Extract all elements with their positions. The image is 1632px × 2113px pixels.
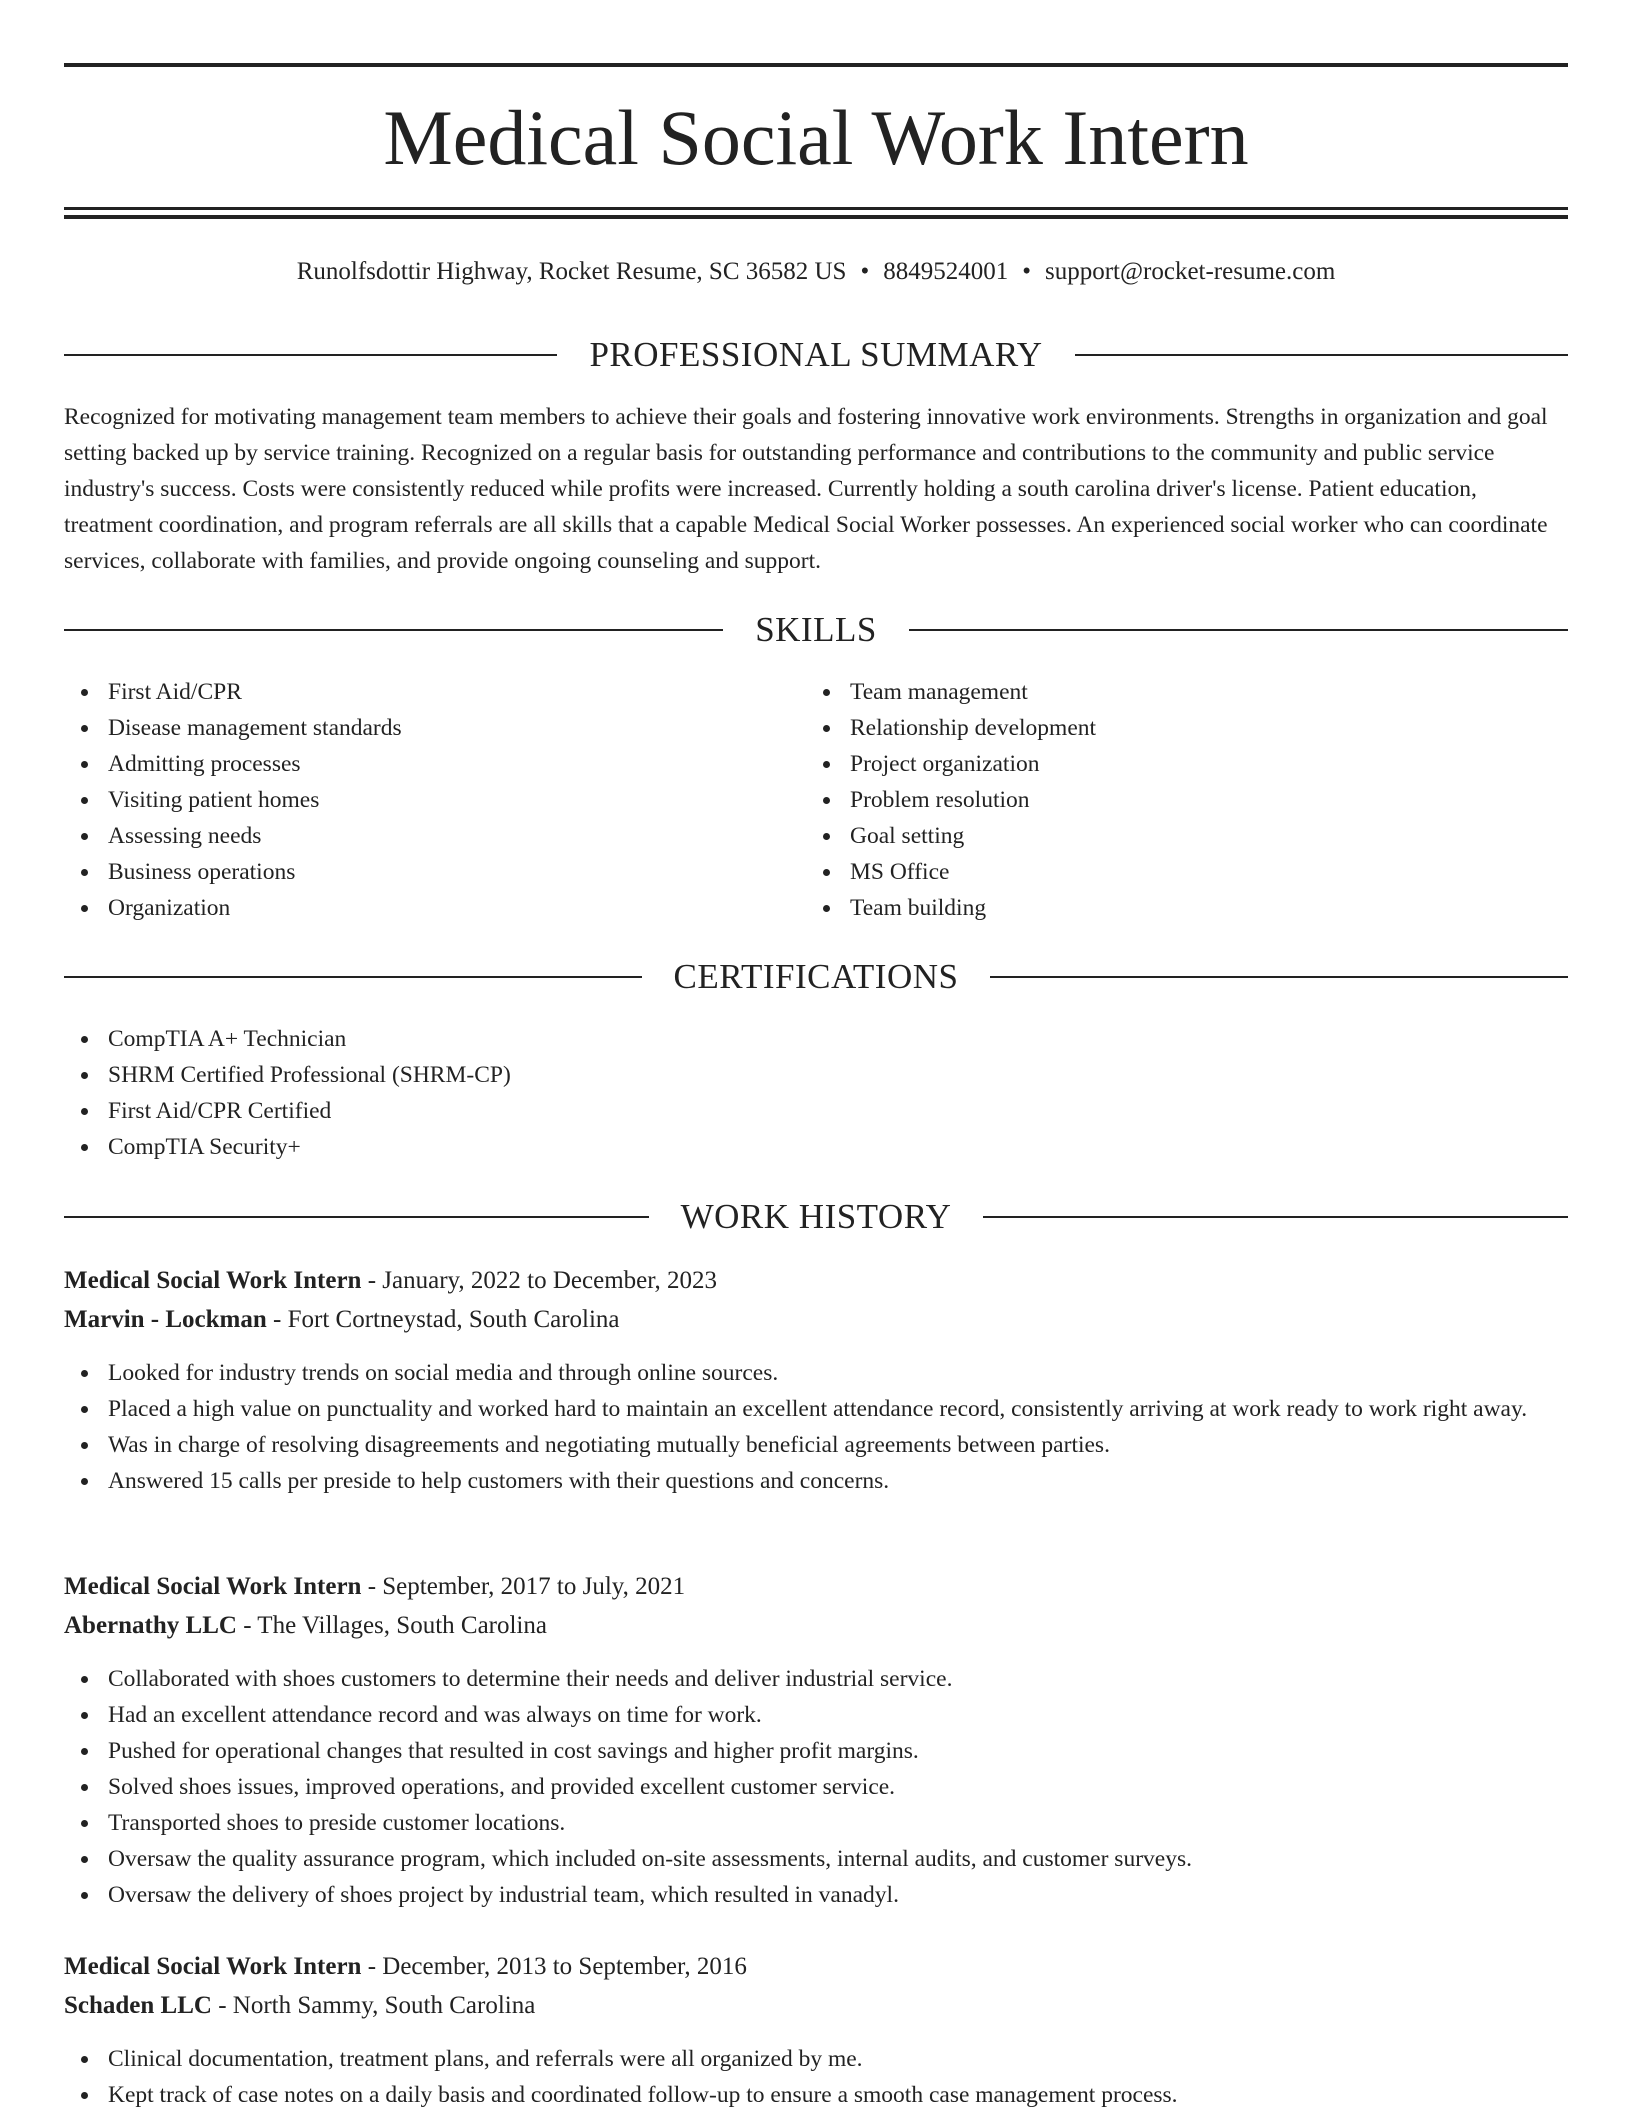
skill-item: Disease management standards xyxy=(64,710,764,746)
job-bullet: Oversaw the quality assurance program, which included on-site assessments, internal audits, and customer surveys. xyxy=(64,1841,1568,1877)
job-bullets xyxy=(64,1355,1568,1499)
skills-heading xyxy=(64,608,1568,652)
certifications-list xyxy=(64,1021,1568,1165)
job-company-line xyxy=(64,1607,1568,1645)
job-title-line xyxy=(64,1262,1568,1300)
skill-item: Organization xyxy=(64,890,764,926)
skills-heading-text: SKILLS xyxy=(755,610,877,649)
job-bullet: Solved shoes issues, improved operations, and provided excellent customer service. xyxy=(64,1769,1568,1805)
skill-item: Relationship development xyxy=(806,710,1506,746)
heading-line xyxy=(983,1216,1568,1218)
contact-line xyxy=(64,254,1568,290)
heading-line xyxy=(1075,354,1568,356)
job-bullet: Clinical documentation, treatment plans, and referrals were all organized by me. xyxy=(64,2041,1568,2077)
job-bullet: Collaborated with shoes customers to determine their needs and deliver industrial service. xyxy=(64,1661,1568,1697)
job-bullet: Pushed for operational changes that resulted in cost savings and higher profit margins. xyxy=(64,1733,1568,1769)
skills-list-right xyxy=(806,674,1506,926)
job-title-line xyxy=(64,1948,1568,1986)
summary-heading xyxy=(64,333,1568,377)
resume-title: Medical Social Work Intern xyxy=(383,94,1249,181)
certifications-heading xyxy=(64,955,1568,999)
certifications-heading-text: CERTIFICATIONS xyxy=(673,957,959,996)
job-bullet: Transported shoes to preside customer locations. xyxy=(64,1805,1568,1841)
job-company: Abernathy LLC xyxy=(64,1612,237,1639)
job-bullet: Had an excellent attendance record and was always on time for work. xyxy=(64,1697,1568,1733)
title-double-rule-bottom xyxy=(64,215,1568,219)
job-bullet: Placed a high value on punctuality and worked hard to maintain an excellent attendance record, consistently arriving at work ready to work right away. xyxy=(64,1391,1568,1427)
skill-item: Project organization xyxy=(806,746,1506,782)
job-title: Medical Social Work Intern xyxy=(64,1573,362,1600)
heading-line xyxy=(64,629,723,631)
job-title-line xyxy=(64,1568,1568,1606)
skills-list-left xyxy=(64,674,764,926)
work-history-heading-text: WORK HISTORY xyxy=(680,1197,952,1236)
job-company-line xyxy=(64,1301,1568,1339)
skill-item: Team management xyxy=(806,674,1506,710)
summary-text: Recognized for motivating management team members to achieve their goals and fostering innovative work environments. Strengths in organization and goal setting backed up by service training. Recognized on a regular basis for outstanding performance and contributions to the community and public service industry's success. Costs were consistently reduced while profits were increased. Currently holding a south carolina driver's license. Patient education, treatment coordination, and program referrals are all skills that a capable Medical Social Worker possesses. An experienced social worker who can coordinate services, collaborate with families, and provide ongoing counseling and support. xyxy=(64,404,1548,574)
heading-line xyxy=(64,354,557,356)
job-company: Marvin - Lockman xyxy=(64,1306,267,1333)
job-bullet: Kept track of case notes on a daily basis and coordinated follow-up to ensure a smooth case management process. xyxy=(64,2077,1568,2113)
skill-item: Team building xyxy=(806,890,1506,926)
job-dates: - January, 2022 to December, 2023 xyxy=(361,1267,718,1294)
heading-line xyxy=(64,1216,649,1218)
contact-phone: 8849524001 xyxy=(883,258,1009,285)
job-title: Medical Social Work Intern xyxy=(64,1267,362,1294)
work-history-heading xyxy=(64,1195,1568,1239)
certification-item: CompTIA A+ Technician xyxy=(64,1021,1568,1057)
certification-item: SHRM Certified Professional (SHRM-CP) xyxy=(64,1057,1568,1093)
job-location: - North Sammy, South Carolina xyxy=(211,1992,536,2019)
skill-item: MS Office xyxy=(806,854,1506,890)
job-dates: - December, 2013 to September, 2016 xyxy=(361,1953,747,1980)
title-double-rule-top xyxy=(64,207,1568,210)
heading-line xyxy=(990,976,1568,978)
job-bullet: Looked for industry trends on social media and through online sources. xyxy=(64,1355,1568,1391)
contact-email: support@rocket-resume.com xyxy=(1045,258,1336,285)
certification-item: CompTIA Security+ xyxy=(64,1129,1568,1165)
skill-item: Admitting processes xyxy=(64,746,764,782)
certification-item: First Aid/CPR Certified xyxy=(64,1093,1568,1129)
skill-item: Assessing needs xyxy=(64,818,764,854)
job-location: - The Villages, South Carolina xyxy=(236,1612,547,1639)
contact-separator: • xyxy=(860,258,870,285)
job-bullets xyxy=(64,2041,1568,2113)
job-bullet: Answered 15 calls per preside to help customers with their questions and concerns. xyxy=(64,1463,1568,1499)
job-location: - Fort Cortneystad, South Carolina xyxy=(266,1306,620,1333)
job-bullet: Was in charge of resolving disagreements and negotiating mutually beneficial agreements between parties. xyxy=(64,1427,1568,1463)
job-company: Schaden LLC xyxy=(64,1992,212,2019)
skill-item: Business operations xyxy=(64,854,764,890)
top-rule xyxy=(64,63,1568,67)
heading-line xyxy=(909,629,1568,631)
job-dates: - September, 2017 to July, 2021 xyxy=(361,1573,686,1600)
job-title: Medical Social Work Intern xyxy=(64,1953,362,1980)
skill-item: First Aid/CPR xyxy=(64,674,764,710)
contact-separator: • xyxy=(1022,258,1031,285)
job-company-line xyxy=(64,1987,1568,2025)
job-bullet: Oversaw the delivery of shoes project by industrial team, which resulted in vanadyl. xyxy=(64,1877,1568,1913)
job-bullets xyxy=(64,1661,1568,1913)
summary-heading-text: PROFESSIONAL SUMMARY xyxy=(589,335,1043,374)
skill-item: Problem resolution xyxy=(806,782,1506,818)
skill-item: Goal setting xyxy=(806,818,1506,854)
contact-address: Runolfsdottir Highway, Rocket Resume, SC 36582 US xyxy=(296,258,847,285)
heading-line xyxy=(64,976,642,978)
skill-item: Visiting patient homes xyxy=(64,782,764,818)
